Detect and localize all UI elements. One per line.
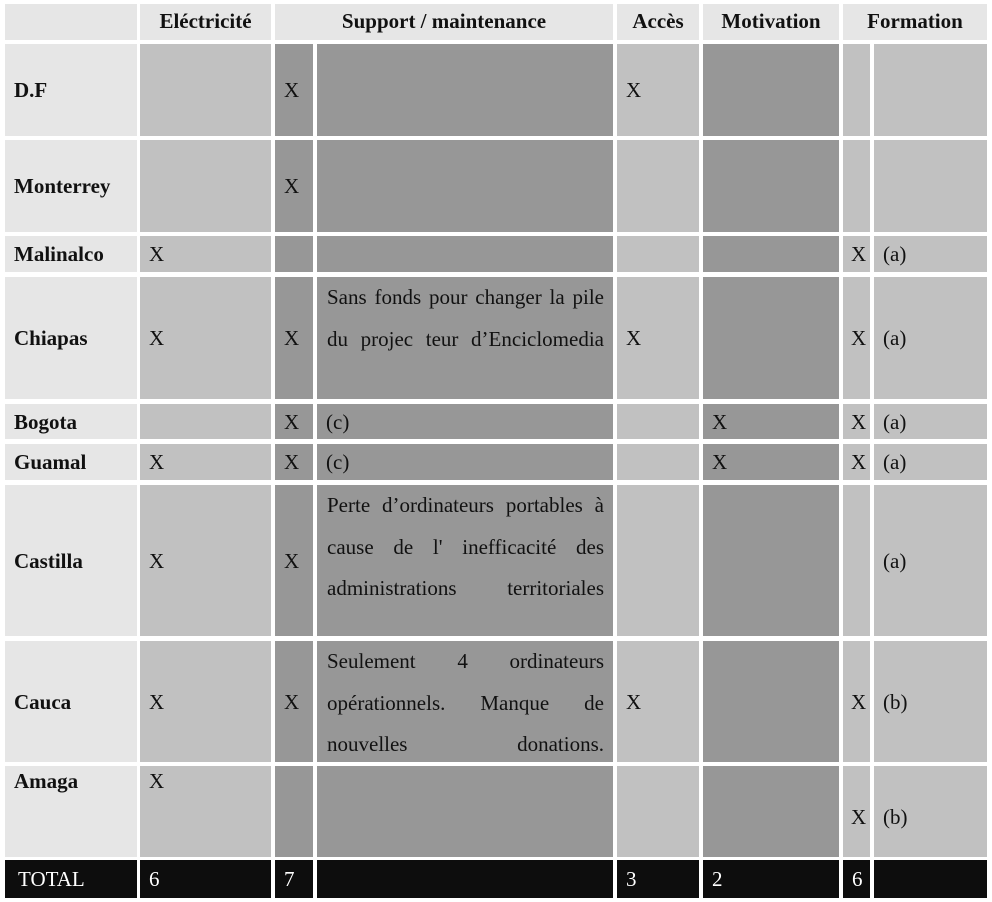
formation-note: (a) — [874, 236, 987, 272]
row-label: Malinalco — [5, 236, 137, 272]
support-mark — [275, 236, 313, 272]
support-mark — [275, 766, 313, 857]
acces-cell — [617, 766, 699, 857]
support-note — [317, 140, 613, 232]
motivation-cell: X — [703, 444, 839, 480]
formation-note: (b) — [874, 641, 987, 762]
acces-cell — [617, 236, 699, 272]
support-mark: X — [275, 404, 313, 439]
formation-note: (b) — [874, 766, 987, 857]
row-label: Bogota — [5, 404, 137, 439]
formation-mark — [843, 44, 870, 136]
formation-mark — [843, 485, 870, 636]
motivation-cell — [703, 641, 839, 762]
electricite-cell: X — [140, 277, 271, 399]
support-mark: X — [275, 444, 313, 480]
formation-note: (a) — [874, 404, 987, 439]
support-note — [317, 44, 613, 136]
electricite-cell: X — [140, 641, 271, 762]
motivation-cell — [703, 277, 839, 399]
acces-cell: X — [617, 277, 699, 399]
row-label: Castilla — [5, 485, 137, 636]
row-label: Cauca — [5, 641, 137, 762]
total-electricite-cell: 6 — [140, 860, 271, 898]
total-formation-mark: 6 — [843, 860, 870, 898]
row-label: Amaga — [5, 766, 137, 857]
formation-note: (a) — [874, 444, 987, 480]
support-note: (c) — [317, 444, 613, 480]
formation-note — [874, 44, 987, 136]
electricite-cell — [140, 404, 271, 439]
acces-cell — [617, 140, 699, 232]
formation-mark: X — [843, 236, 870, 272]
total-acces-cell: 3 — [617, 860, 699, 898]
total-support-note — [317, 860, 613, 898]
header-electricite: Eléctricité — [140, 4, 271, 40]
support-note — [317, 236, 613, 272]
formation-mark: X — [843, 641, 870, 762]
row-label: Monterrey — [5, 140, 137, 232]
motivation-cell: X — [703, 404, 839, 439]
formation-note — [874, 140, 987, 232]
support-note — [317, 766, 613, 857]
formation-note: (a) — [874, 485, 987, 636]
motivation-cell — [703, 236, 839, 272]
motivation-cell — [703, 485, 839, 636]
motivation-cell — [703, 766, 839, 857]
support-mark: X — [275, 641, 313, 762]
electricite-cell — [140, 140, 271, 232]
header-corner — [5, 4, 137, 40]
motivation-cell — [703, 44, 839, 136]
support-mark: X — [275, 277, 313, 399]
formation-mark — [843, 140, 870, 232]
support-note: Sans fonds pour changer la pile du projec teur d’Enciclomedia — [317, 277, 613, 399]
formation-mark: X — [843, 766, 870, 857]
acces-cell — [617, 485, 699, 636]
row-label: Guamal — [5, 444, 137, 480]
formation-mark: X — [843, 277, 870, 399]
acces-cell: X — [617, 44, 699, 136]
row-label: D.F — [5, 44, 137, 136]
support-mark: X — [275, 485, 313, 636]
total-formation-note — [874, 860, 987, 898]
support-note: (c) — [317, 404, 613, 439]
electricite-cell: X — [140, 444, 271, 480]
motivation-cell — [703, 140, 839, 232]
electricite-cell: X — [140, 485, 271, 636]
formation-note: (a) — [874, 277, 987, 399]
acces-cell — [617, 444, 699, 480]
acces-cell — [617, 404, 699, 439]
formation-mark: X — [843, 404, 870, 439]
electricite-cell — [140, 44, 271, 136]
header-formation: Formation — [843, 4, 987, 40]
header-acces: Accès — [617, 4, 699, 40]
support-mark: X — [275, 44, 313, 136]
support-mark: X — [275, 140, 313, 232]
acces-cell: X — [617, 641, 699, 762]
total-motivation-cell: 2 — [703, 860, 839, 898]
formation-mark: X — [843, 444, 870, 480]
electricite-cell: X — [140, 766, 271, 857]
support-note: Perte d’ordinateurs portables à cause de l' inefficacité des administrations territoriales — [317, 485, 613, 636]
header-motivation: Motivation — [703, 4, 839, 40]
header-support-maintenance: Support / maintenance — [275, 4, 613, 40]
electricite-cell: X — [140, 236, 271, 272]
total-label: TOTAL — [5, 860, 137, 898]
support-note: Seulement 4 ordinateurs opérationnels. Manque de nouvelles donations. — [317, 641, 613, 762]
total-support-mark: 7 — [275, 860, 313, 898]
row-label: Chiapas — [5, 277, 137, 399]
